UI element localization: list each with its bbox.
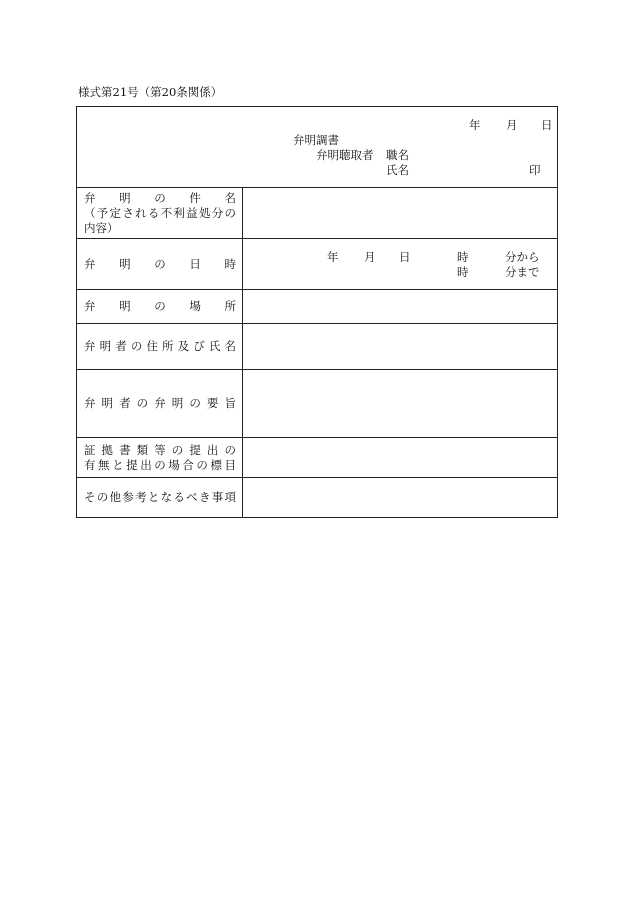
dt-min-to: 分まで (505, 265, 540, 279)
listener-label: 弁明聴取者 (316, 148, 374, 162)
dt-hour-from: 時 (457, 250, 469, 264)
subject-label (77, 188, 243, 239)
datetime-label (77, 239, 243, 290)
place-label (77, 290, 243, 324)
evidence-label (77, 438, 243, 478)
place-label-text: 弁 明 の 場 所 (84, 299, 236, 313)
position-label: 職名 (386, 148, 409, 162)
seal-mark: 印 (529, 163, 541, 177)
dt-year: 年 (327, 250, 339, 264)
hearing-record-table (76, 106, 558, 518)
place-value[interactable] (243, 290, 558, 324)
header-year: 年 (469, 118, 481, 132)
address-value[interactable] (243, 324, 558, 370)
summary-label-text: 弁明者の弁明の要旨 (84, 396, 236, 410)
other-value[interactable] (243, 478, 558, 518)
dt-day: 日 (399, 250, 411, 264)
datetime-value[interactable] (243, 239, 558, 290)
datetime-label-text: 弁 明 の 日 時 (84, 256, 236, 271)
subject-value[interactable] (243, 188, 558, 239)
subject-label-line1: 弁 明 の 件 名 (84, 190, 236, 205)
subject-label-line2: （予定される不利益処分の (84, 205, 236, 220)
header-month: 月 (506, 118, 518, 132)
evidence-label-line2: 有無と提出の場合の標目 (84, 457, 236, 472)
header-cell (77, 107, 558, 188)
header-day: 日 (541, 118, 553, 132)
subject-label-line3: 内容） (84, 220, 119, 235)
dt-min-from: 分から (505, 250, 540, 264)
dt-month: 月 (364, 250, 376, 264)
evidence-value[interactable] (243, 438, 558, 478)
summary-value[interactable] (243, 370, 558, 438)
summary-label (77, 370, 243, 438)
address-label (77, 324, 243, 370)
other-label (77, 478, 243, 518)
evidence-label-line1: 証拠書類等の提出の (84, 442, 236, 457)
other-label-text: その他参考となるべき事項 (84, 490, 236, 504)
form-title: 様式第21号（第20条関係） (78, 85, 223, 99)
dt-hour-to: 時 (457, 265, 469, 279)
address-label-text: 弁明者の住所及び氏名 (84, 339, 236, 353)
doc-title: 弁明調書 (293, 133, 339, 147)
name-label: 氏名 (386, 163, 409, 177)
